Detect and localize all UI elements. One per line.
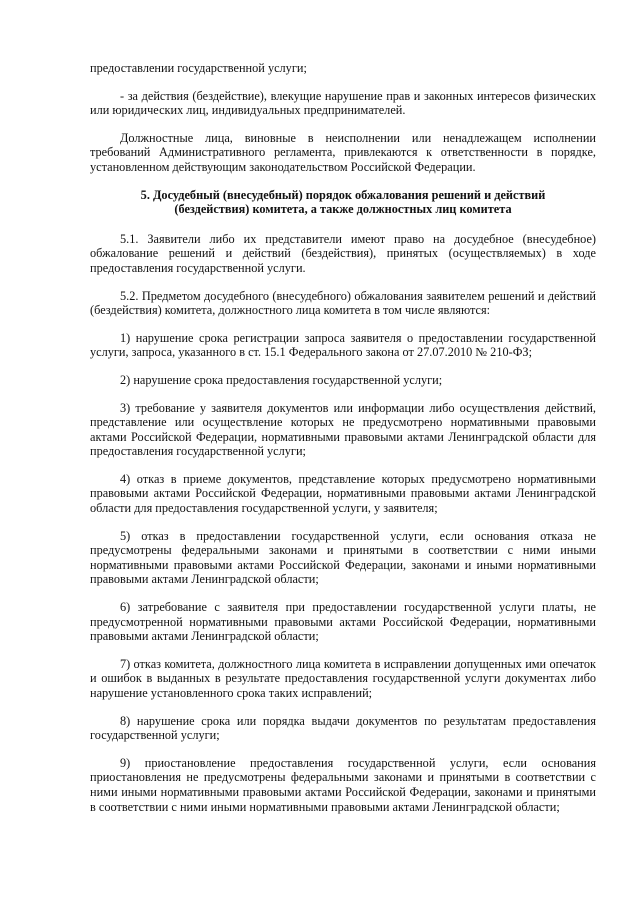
list-item-6: 6) затребование с заявителя при предоставлении государственной услуги платы, не предусмотренной нормативными правовыми актами Российской Федерации, нормативными правовыми актами Ленинградской области; xyxy=(90,600,596,644)
list-item-9: 9) приостановление предоставления государственной услуги, если основания приостановления не предусмотрены федеральными законами и принятыми в соответствии с ними иными нормативными правовыми актами Российской Федерации, законами и принятыми в соответствии с ними иными нормативными правовыми актами Ленинградской области; xyxy=(90,755,596,814)
list-item-7: 7) отказ комитета, должностного лица комитета в исправлении допущенных ими опечаток и ошибок в выданных в результате предоставления государственной услуги документах либо нарушение установленного срока таких исправлений; xyxy=(90,656,596,700)
list-item-3: 3) требование у заявителя документов или информации либо осуществления действий, представление или осуществление которых не предусмотрено нормативными правовыми актами Российской Федерации, нормативными правовыми актами Ленинградской области для предоставления государственной услуги; xyxy=(90,400,596,459)
paragraph-officials-liability: Должностные лица, виновные в неисполнении или ненадлежащем исполнении требований Административного регламента, привлекаются к ответственности в порядке, установленном действующим законодательством Российской Федерации. xyxy=(90,130,596,174)
paragraph-5-1: 5.1. Заявители либо их представители имеют право на досудебное (внесудебное) обжалование решений и действий (бездействия), принятых (осуществляемых) в ходе предоставления государственной услуги. xyxy=(90,231,596,275)
list-item-1: 1) нарушение срока регистрации запроса заявителя о предоставлении государственной услуги, запроса, указанного в ст. 15.1 Федерального закона от 27.07.2010 № 210-ФЗ; xyxy=(90,330,596,360)
paragraph-5-2: 5.2. Предметом досудебного (внесудебного) обжалования заявителем решений и действий (бездействия) комитета, должностного лица комитета в том числе являются: xyxy=(90,288,596,318)
paragraph-liability-actions: - за действия (бездействие), влекущие нарушение прав и законных интересов физических или юридических лиц, индивидуальных предпринимателей. xyxy=(90,88,596,118)
document-body xyxy=(90,61,596,827)
list-item-8: 8) нарушение срока или порядка выдачи документов по результатам предоставления государственной услуги; xyxy=(90,713,596,743)
list-item-4: 4) отказ в приеме документов, представление которых предусмотрено нормативными правовыми актами Российской Федерации, нормативными правовыми актами Ленинградской области для предоставления государственной услуги, у заявителя; xyxy=(90,471,596,516)
list-item-5: 5) отказ в предоставлении государственной услуги, если основания отказа не предусмотрены федеральными законами и принятыми в соответствии с ними иными нормативными правовыми актами Российской Федерации, законами и иными нормативными правовыми актами Ленинградской области; xyxy=(90,528,596,587)
section-heading: 5. Досудебный (внесудебный) порядок обжалования решений и действий (бездействия) комитета, а также должностных лиц комитета xyxy=(140,187,546,217)
paragraph-continuation: предоставлении государственной услуги; xyxy=(90,61,307,75)
list-item-2: 2) нарушение срока предоставления государственной услуги; xyxy=(120,372,443,387)
